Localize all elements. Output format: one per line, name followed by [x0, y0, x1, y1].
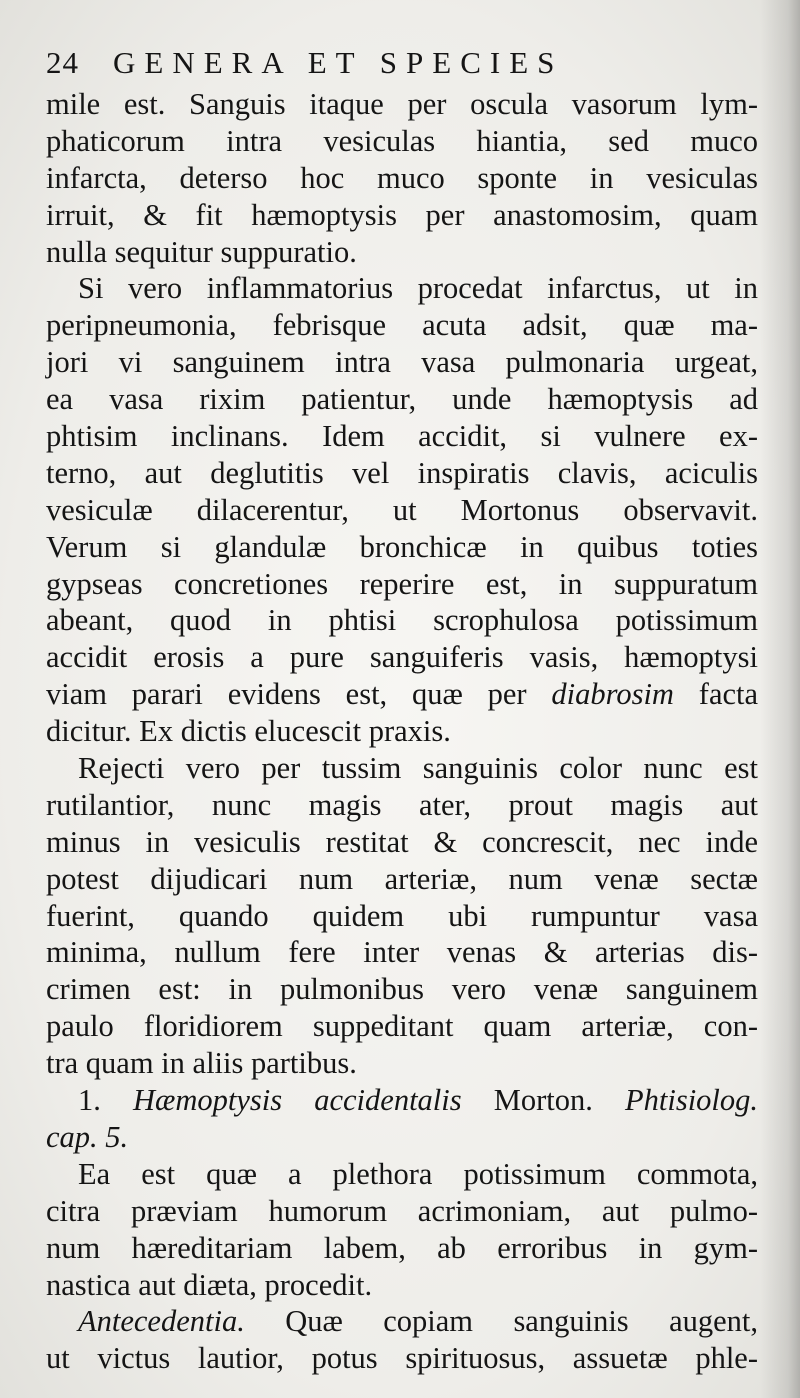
text-line: minus in vesiculis restitat & concrescit, nec inde	[46, 824, 758, 859]
text-line: paulo floridiorem suppeditant quam arteriæ, con-	[46, 1009, 758, 1044]
species-reference: Phtisiolog.	[625, 1083, 759, 1118]
text-line: irruit, & fit hæmoptysis per anastomosim, quam	[46, 197, 758, 232]
text-line-with-italic	[46, 676, 758, 713]
species-name: Hæmoptysis accidentalis	[133, 1083, 462, 1118]
text-line: rutilantior, nunc magis ater, prout magis aut	[46, 787, 758, 822]
text-line: infarcta, deterso hoc muco sponte in vesiculas	[46, 160, 758, 195]
line-text: Quæ copiam sanguinis augent,	[285, 1304, 758, 1339]
running-title: GENERA ET SPECIES	[113, 45, 564, 80]
text-line: citra præviam humorum acrimoniam, aut pulmo-	[46, 1193, 758, 1228]
text-line: nastica aut diæta, procedit.	[46, 1267, 373, 1302]
antecedentia-label: Antecedentia.	[78, 1304, 245, 1339]
line-text: viam parari evidens est, quæ per	[46, 677, 527, 712]
text-line: crimen est: in pulmonibus vero venæ sanguinem	[46, 972, 758, 1007]
text-line: peripneumonia, febrisque acuta adsit, quæ ma-	[46, 308, 758, 343]
text-line: nulla sequitur suppuratio.	[46, 234, 357, 269]
text-line: abeant, quod in phtisi scrophulosa potissimum	[46, 603, 758, 638]
text-line: tra quam in aliis partibus.	[46, 1046, 357, 1081]
text-line: mile est. Sanguis itaque per oscula vasorum lym-	[46, 87, 758, 121]
text-line: minima, nullum fere inter venas & arterias dis-	[46, 935, 758, 970]
text-line: Verum si glandulæ bronchicæ in quibus toties	[46, 529, 758, 564]
line-text: facta	[698, 677, 759, 712]
text-line: Si vero inflammatorius procedat infarctus, ut in	[78, 271, 758, 306]
text-line: ea vasa rixim patientur, unde hæmoptysis ad	[46, 382, 758, 417]
species-heading	[46, 1082, 758, 1119]
text-line: phaticorum intra vesiculas hiantia, sed muco	[46, 123, 758, 158]
italic-term: diabrosim	[551, 677, 674, 712]
text-line: vesiculæ dilacerentur, ut Mortonus observavit.	[46, 492, 758, 527]
text-line: jori vi sanguinem intra vasa pulmonaria urgeat,	[46, 345, 758, 380]
text-line: gypseas concretiones reperire est, in suppuratum	[46, 566, 758, 601]
species-number: 1.	[78, 1083, 101, 1118]
text-line: dicitur. Ex dictis elucescit praxis.	[46, 714, 451, 749]
text-line: num hæreditariam labem, ab erroribus in gym-	[46, 1230, 758, 1265]
running-header	[46, 40, 746, 86]
text-line: Ea est quæ a plethora potissimum commota,	[78, 1156, 758, 1191]
species-chapter: cap. 5.	[46, 1119, 129, 1154]
page-number: 24	[46, 45, 79, 80]
text-line: terno, aut deglutitis vel inspiratis clavis, aciculis	[46, 455, 758, 490]
text-line: accidit erosis a pure sanguiferis vasis, hæmoptysi	[46, 640, 758, 675]
text-line-with-italic	[46, 1303, 758, 1340]
body-text	[46, 86, 758, 1377]
text-line: Rejecti vero per tussim sanguinis color nunc est	[78, 751, 758, 786]
text-line: phtisim inclinans. Idem accidit, si vulnere ex-	[46, 419, 758, 454]
text-line: ut victus lautior, potus spirituosus, assuetæ phle-	[46, 1341, 758, 1376]
page-gutter-shadow	[760, 0, 800, 1398]
text-line: potest dijudicari num arteriæ, num venæ sectæ	[46, 861, 758, 896]
text-line: fuerint, quando quidem ubi rumpuntur vasa	[46, 898, 758, 933]
species-author: Morton.	[493, 1083, 593, 1118]
